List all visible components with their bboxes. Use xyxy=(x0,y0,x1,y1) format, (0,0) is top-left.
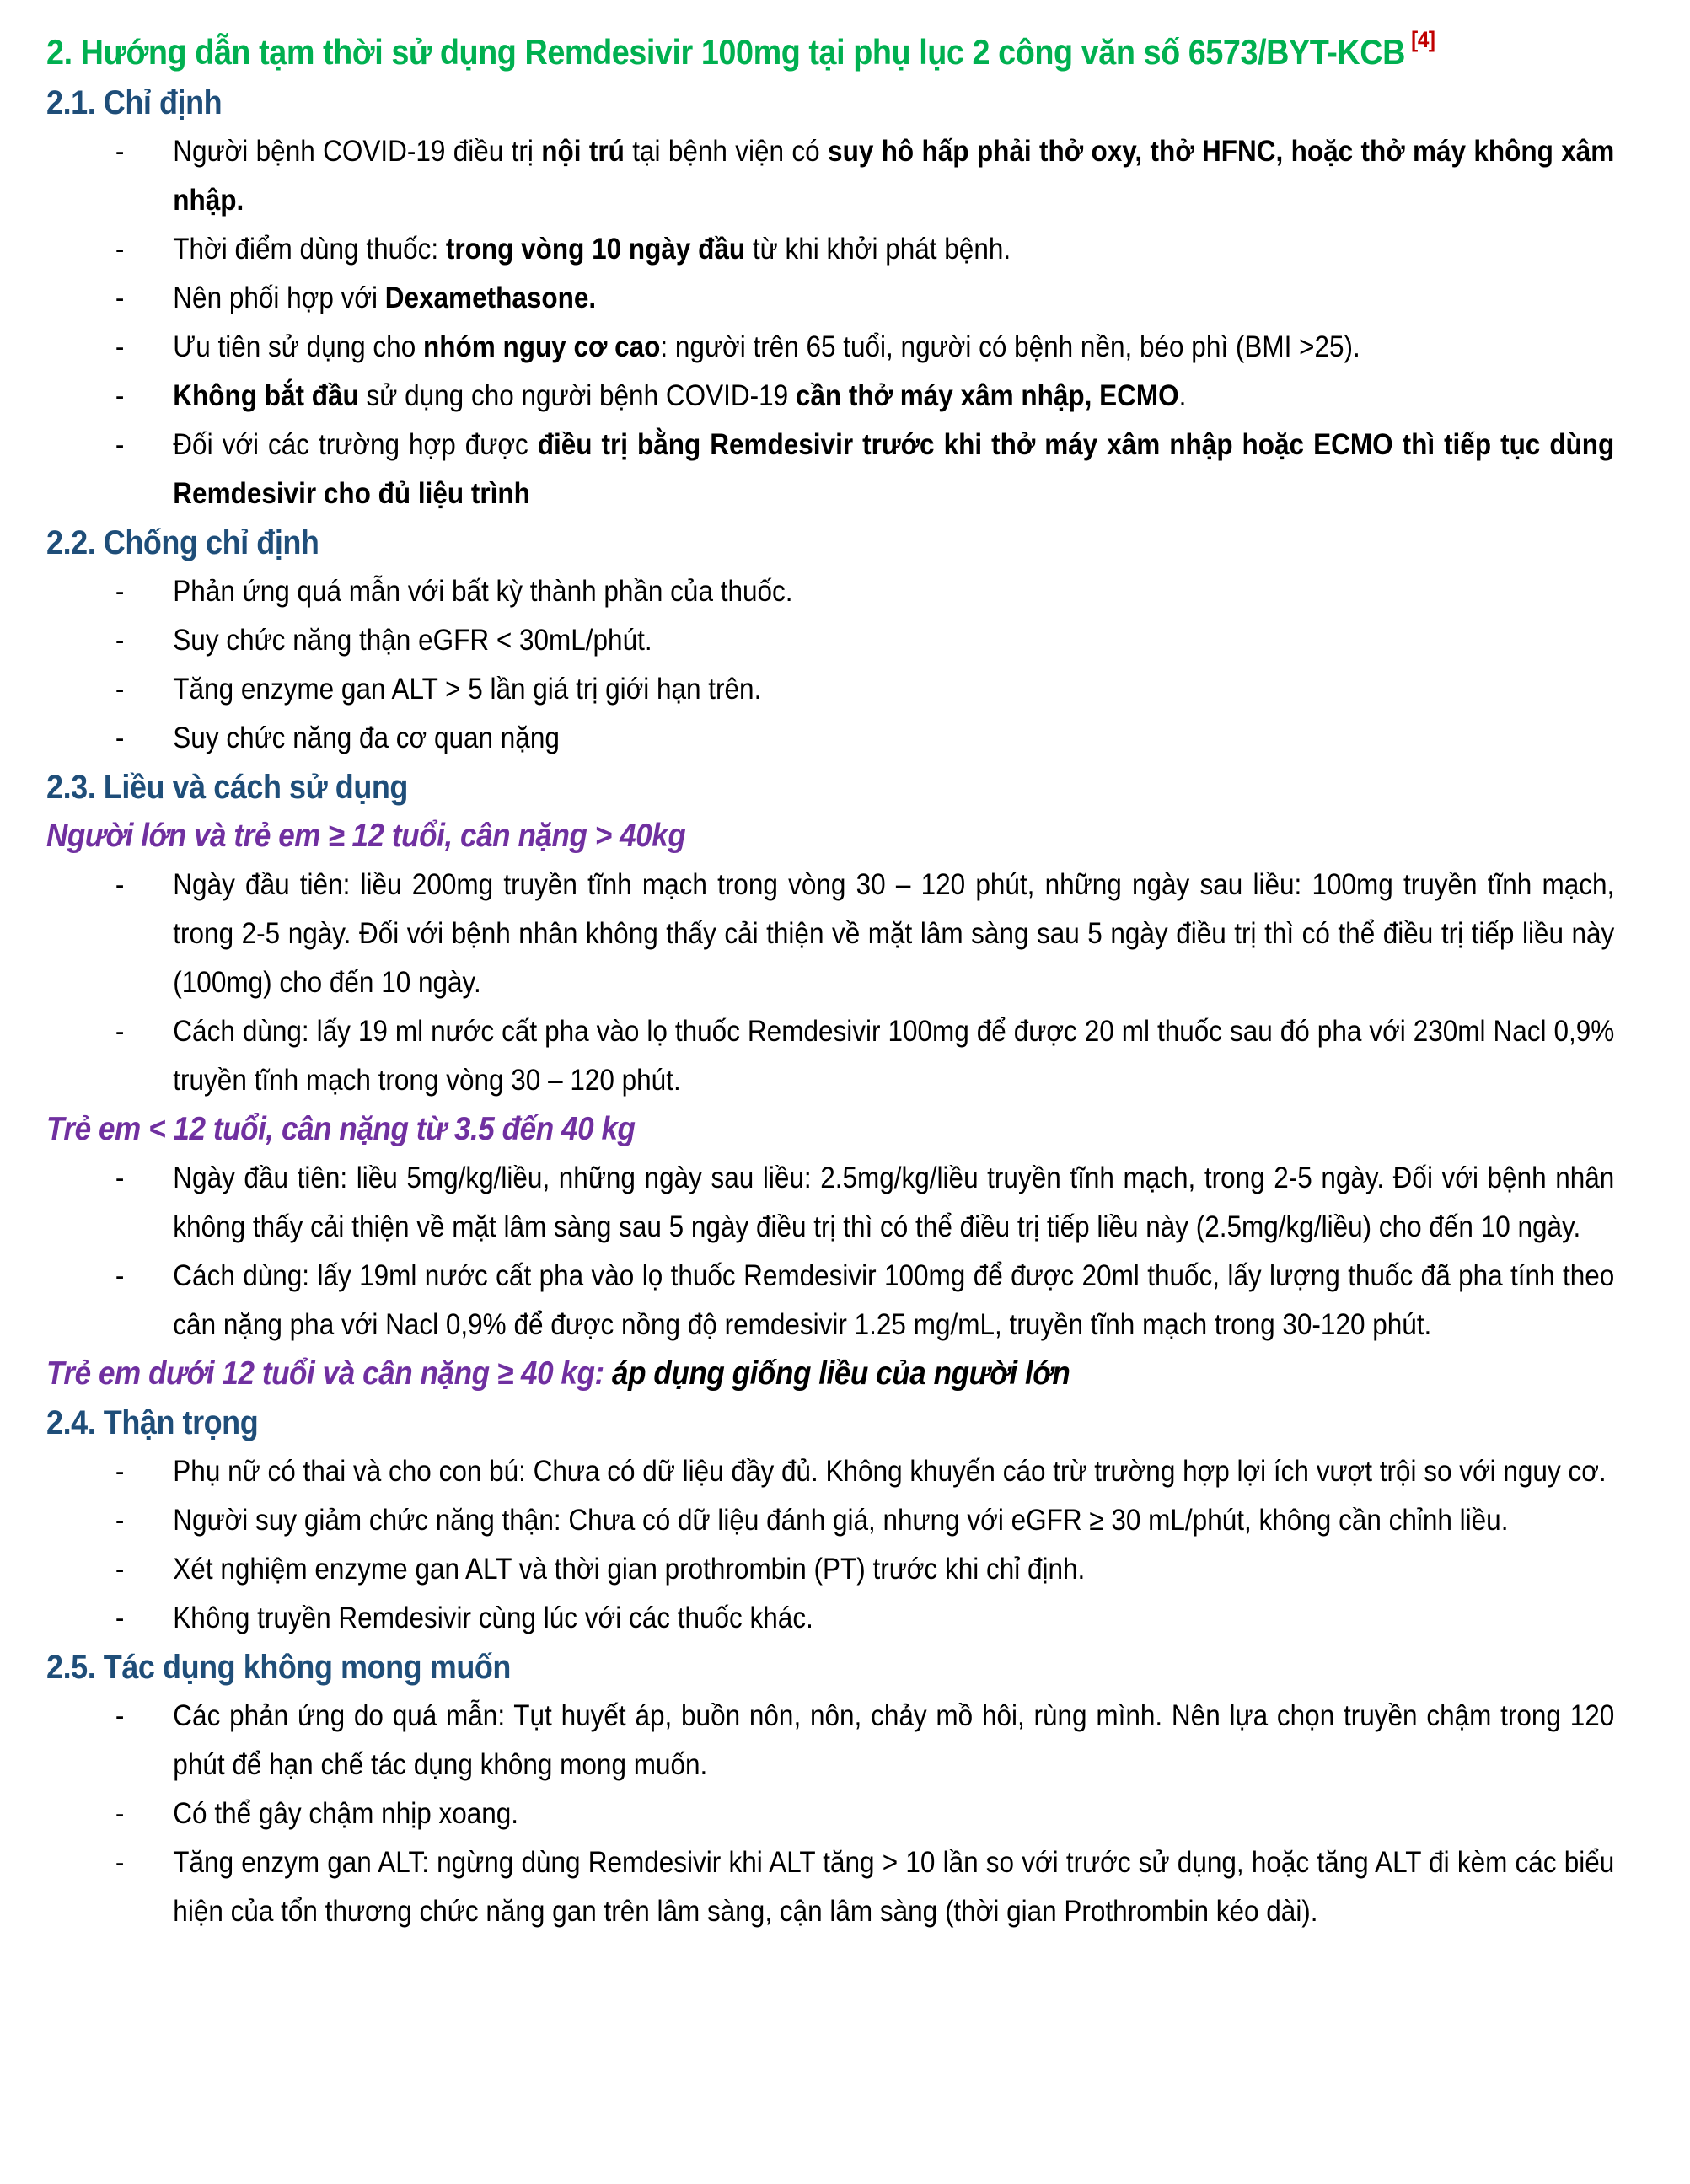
text-segment: Dexamethasone. xyxy=(384,282,597,314)
bullet-item xyxy=(46,567,1614,616)
bullet-item xyxy=(46,1692,1614,1790)
section-heading: 2.4. Thận trọng xyxy=(46,1404,259,1441)
text-segment: từ khi khởi phát bệnh. xyxy=(745,233,1011,266)
text-segment: Đối với các trường hợp được xyxy=(173,428,538,461)
text-segment: Các phản ứng do quá mẫn: Tụt huyết áp, buồn nôn, nôn, chảy mồ hôi, rùng mình. Nên lựa chọn truyền chậm trong 120 phút để hạn chế tác dụng không mong muốn. xyxy=(173,1699,1615,1781)
bullet-dash: - xyxy=(115,673,125,706)
document-content xyxy=(46,13,1614,1936)
bullet-text xyxy=(173,1553,1085,1586)
bullet-text xyxy=(173,1504,1508,1537)
text-segment: Ngày đầu tiên: liều 5mg/kg/liều, những ngày sau liều: 2.5mg/kg/liều truyền tĩnh mạch, trong 2-5 ngày. Đối với bệnh nhân không thấy cải thiện về mặt lâm sàng sau 5 ngày điều trị thì có thể điều trị tiếp liều này (2.5mg/kg/liều) cho đến 10 ngày. xyxy=(173,1162,1615,1243)
bullet-dash: - xyxy=(115,330,125,363)
text-segment: Suy chức năng đa cơ quan nặng xyxy=(173,722,560,754)
bullet-item xyxy=(46,1154,1614,1252)
section-heading: 2.1. Chỉ định xyxy=(46,84,223,121)
text-segment: Thời điểm dùng thuốc: xyxy=(173,233,446,266)
bullet-dash: - xyxy=(115,1846,125,1879)
subheading-segment: Trẻ em dưới 12 tuổi và cân nặng ≥ 40 kg: xyxy=(46,1355,613,1392)
bullet-dash: - xyxy=(115,1699,125,1732)
bullet-dash: - xyxy=(115,379,125,412)
text-segment: Tăng enzyme gan ALT > 5 lần giá trị giới hạn trên. xyxy=(173,673,762,706)
bullet-text xyxy=(173,722,560,754)
bullet-dash: - xyxy=(115,624,125,657)
document-title-text: 2. Hướng dẫn tạm thời sử dụng Remdesivir 100mg tại phụ lục 2 công văn số 6573/BYT-KCB xyxy=(46,32,1405,72)
bullet-item xyxy=(46,665,1614,714)
text-segment: Phản ứng quá mẫn với bất kỳ thành phần của thuốc. xyxy=(173,575,793,608)
text-segment: sử dụng cho người bệnh COVID-19 xyxy=(358,379,796,412)
bullet-dash: - xyxy=(115,1504,125,1537)
text-segment: điều trị bằng Remdesivir trước khi thở máy xâm nhập hoặc ECMO thì tiếp tục dùng Remdesivir cho đủ liệu trình xyxy=(173,428,1615,510)
bullet-dash: - xyxy=(115,135,125,168)
bullet-item xyxy=(46,861,1614,1007)
bullet-dash: - xyxy=(115,428,125,461)
bullet-item xyxy=(46,127,1614,225)
bullet-text xyxy=(173,1162,1614,1243)
bullet-dash: - xyxy=(115,282,125,314)
text-segment: tại bệnh viện có xyxy=(624,135,829,168)
bullet-item xyxy=(46,1252,1614,1350)
bullet-dash: - xyxy=(115,1797,125,1830)
text-segment: trong vòng 10 ngày đầu xyxy=(445,233,746,266)
bullet-text xyxy=(173,1797,518,1830)
bullet-item xyxy=(46,421,1614,518)
text-segment: Có thể gây chậm nhịp xoang. xyxy=(173,1797,519,1830)
text-segment: Cách dùng: lấy 19ml nước cất pha vào lọ thuốc Remdesivir 100mg để được 20ml thuốc, lấy lượng thuốc đã pha tính theo cân nặng pha với Nacl 0,9% để được nồng độ remdesivir 1.25 mg/mL, truyền tĩnh mạch trong 30-120 phút. xyxy=(173,1259,1615,1341)
bullet-item xyxy=(46,372,1614,421)
dose-group-subheading xyxy=(46,1350,1614,1398)
bullet-dash: - xyxy=(115,1259,125,1292)
bullet-dash: - xyxy=(115,1455,125,1488)
section-heading: 2.3. Liều và cách sử dụng xyxy=(46,769,408,806)
bullet-dash: - xyxy=(115,575,125,608)
bullet-text xyxy=(173,575,792,608)
text-segment: Không truyền Remdesivir cùng lúc với các thuốc khác. xyxy=(173,1602,813,1634)
text-segment: Người suy giảm chức năng thận: Chưa có dữ liệu đánh giá, nhưng với eGFR ≥ 30 mL/phút, không cần chỉnh liều. xyxy=(173,1504,1509,1537)
text-segment: nhóm nguy cơ cao xyxy=(422,330,661,363)
text-segment: Suy chức năng thận eGFR < 30mL/phút. xyxy=(173,624,652,657)
text-segment: Tăng enzym gan ALT: ngừng dùng Remdesivir khi ALT tăng > 10 lần so với trước sử dụng, hoặc tăng ALT đi kèm các biểu hiện của tổn thương chức năng gan trên lâm sàng, cận lâm sàng (thời gian Prothrombin kéo dài). xyxy=(173,1846,1615,1928)
bullet-dash: - xyxy=(115,1553,125,1586)
bullet-item xyxy=(46,225,1614,274)
dose-group-subheading xyxy=(46,1105,1614,1154)
bullet-text xyxy=(173,135,1614,217)
text-segment: Cách dùng: lấy 19 ml nước cất pha vào lọ thuốc Remdesivir 100mg để được 20 ml thuốc sau đó pha với 230ml Nacl 0,9% truyền tĩnh mạch trong vòng 30 – 120 phút. xyxy=(173,1015,1615,1097)
bullet-item xyxy=(46,1594,1614,1643)
bullet-item xyxy=(46,1790,1614,1838)
citation-reference: [4] xyxy=(1411,27,1435,52)
bullet-text xyxy=(173,1846,1614,1928)
bullet-item xyxy=(46,1447,1614,1496)
bullet-text xyxy=(173,673,761,706)
text-segment: . xyxy=(1178,379,1187,412)
subheading-segment: Người lớn và trẻ em ≥ 12 tuổi, cân nặng > 40kg xyxy=(46,818,686,854)
bullet-dash: - xyxy=(115,722,125,754)
bullet-item xyxy=(46,616,1614,665)
text-segment: Ngày đầu tiên: liều 200mg truyền tĩnh mạch trong vòng 30 – 120 phút, những ngày sau liều: 100mg truyền tĩnh mạch, trong 2-5 ngày. Đối với bệnh nhân không thấy cải thiện về mặt lâm sàng sau 5 ngày điều trị thì có thể điều trị tiếp liều này (100mg) cho đến 10 ngày. xyxy=(173,868,1615,999)
section-heading: 2.2. Chống chỉ định xyxy=(46,524,319,561)
bullet-item xyxy=(46,1545,1614,1594)
bullet-text xyxy=(173,379,1186,412)
subheading-segment: Trẻ em < 12 tuổi, cân nặng từ 3.5 đến 40 kg xyxy=(46,1111,636,1147)
bullet-item xyxy=(46,1007,1614,1105)
bullet-text xyxy=(173,1699,1614,1781)
bullet-text xyxy=(173,330,1360,363)
dose-group-subheading xyxy=(46,812,1614,861)
bullet-text xyxy=(173,282,596,314)
text-segment: Phụ nữ có thai và cho con bú: Chưa có dữ liệu đầy đủ. Không khuyến cáo trừ trường hợp lợi ích vượt trội so với nguy cơ. xyxy=(173,1455,1607,1488)
bullet-item xyxy=(46,274,1614,323)
bullet-text xyxy=(173,624,652,657)
document-title xyxy=(46,13,1614,78)
section-heading: 2.5. Tác dụng không mong muốn xyxy=(46,1649,511,1686)
bullet-text xyxy=(173,1259,1614,1341)
text-segment: Không bắt đầu xyxy=(173,379,359,412)
text-segment: nội trú xyxy=(541,135,625,168)
bullet-item xyxy=(46,1496,1614,1545)
subheading-segment: áp dụng giống liều của người lớn xyxy=(612,1355,1070,1392)
bullet-text xyxy=(173,1602,813,1634)
text-segment: Xét nghiệm enzyme gan ALT và thời gian prothrombin (PT) trước khi chỉ định. xyxy=(173,1553,1086,1586)
bullet-text xyxy=(173,233,1011,266)
text-segment: cần thở máy xâm nhập, ECMO xyxy=(795,379,1179,412)
bullet-text xyxy=(173,1455,1606,1488)
bullet-dash: - xyxy=(115,1602,125,1634)
bullet-dash: - xyxy=(115,1015,125,1048)
bullet-dash: - xyxy=(115,868,125,901)
bullet-text xyxy=(173,868,1614,999)
bullet-item xyxy=(46,714,1614,763)
bullet-text xyxy=(173,428,1614,510)
text-segment: Ưu tiên sử dụng cho xyxy=(173,330,423,363)
bullet-dash: - xyxy=(115,233,125,266)
bullet-item xyxy=(46,323,1614,372)
bullet-dash: - xyxy=(115,1162,125,1194)
bullet-text xyxy=(173,1015,1614,1097)
bullet-item xyxy=(46,1838,1614,1936)
text-segment: suy hô hấp phải thở oxy, thở HFNC, hoặc thở máy không xâm nhập. xyxy=(173,135,1615,217)
text-segment: : người trên 65 tuổi, người có bệnh nền, béo phì (BMI >25). xyxy=(660,330,1360,363)
text-segment: Nên phối hợp với xyxy=(173,282,385,314)
text-segment: Người bệnh COVID-19 điều trị xyxy=(173,135,542,168)
